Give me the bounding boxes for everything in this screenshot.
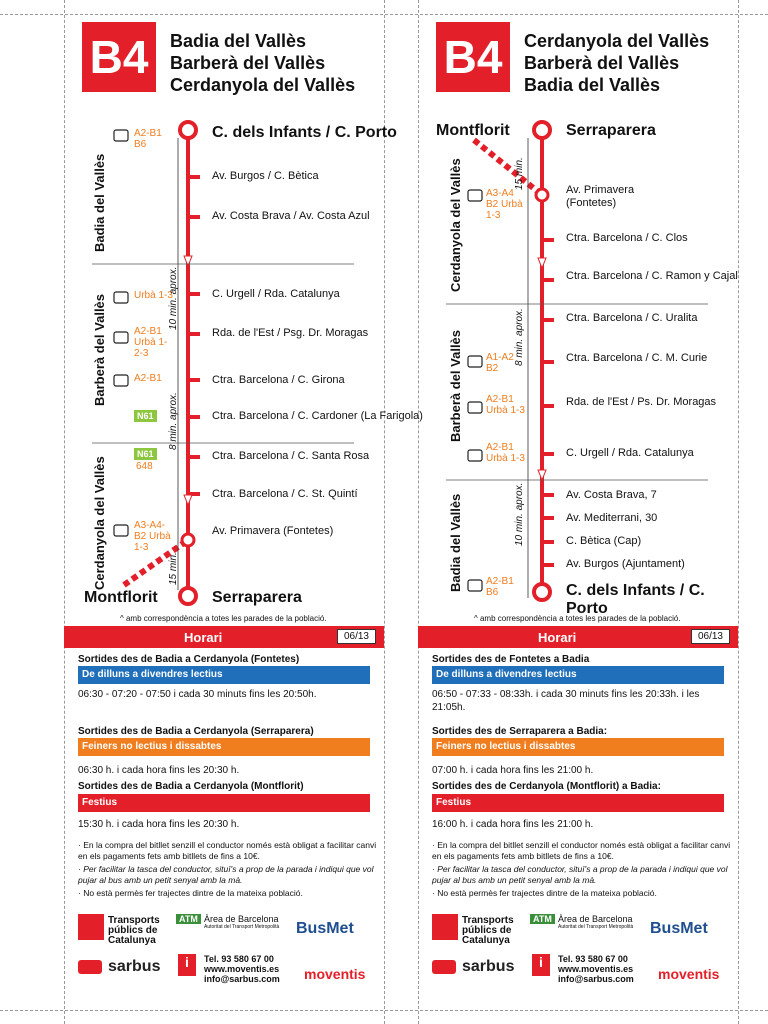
municipality-label: Cerdanyola del Vallès xyxy=(448,158,463,292)
route-line xyxy=(64,0,384,610)
date-box: 06/13 xyxy=(691,629,730,644)
municipality-label: Cerdanyola del Vallès xyxy=(92,456,107,590)
cut-line xyxy=(384,0,385,1024)
stop-label: Ctra. Barcelona / C. Girona xyxy=(212,374,345,386)
schedule-times: 16:00 h. i cada hora fins les 21:00 h. xyxy=(432,819,594,830)
atm-subtext: Autoritat del Transport Metropolità xyxy=(204,924,280,930)
stop-label: Ctra. Barcelona / C. M. Curie xyxy=(566,352,708,364)
atm-logo: ATM xyxy=(530,914,555,924)
route-title: Cerdanyola del Vallès Barberà del Vallès Badia del Vallès xyxy=(524,31,710,95)
sarbus-logo: sarbus xyxy=(108,958,161,975)
stop-label: Serraparera xyxy=(566,122,656,139)
schedule-times: 06:30 h. i cada hora fins les 20:30 h. xyxy=(78,765,240,776)
contact-mail: info@sarbus.com xyxy=(204,974,280,984)
contact-phone: Tel. 93 580 67 00 xyxy=(558,954,628,964)
municipality-label: Barberà del Vallès xyxy=(448,329,463,442)
schedule-day-bar: Feiners no lectius i dissabtes xyxy=(78,738,370,756)
stop-label: C. Urgell / Rda. Catalunya xyxy=(212,288,340,300)
fine-print: · En la compra del bitllet senzill el conductor només està obligat a facilitar canvi en els pagaments fets amb bitllets de fins a 10€. xyxy=(432,840,731,861)
stop-label: Ctra. Barcelona / C. Santa Rosa xyxy=(212,450,370,462)
branch-label: Montflorit xyxy=(436,122,510,139)
schedule-times: 06:30 - 07:20 - 07:50 i cada 30 minuts fins les 20:50h. xyxy=(78,689,317,700)
stop-label: Ctra. Barcelona / C. Ramon y Cajal xyxy=(566,270,738,282)
stop-label: C. Bètica (Cap) xyxy=(566,535,642,547)
schedule-heading: Sortides des de Cerdanyola (Montflorit) a Badia: xyxy=(432,781,661,792)
approx-time: 10 min. aprox. xyxy=(168,266,179,330)
fine-print: · Per facilitar la tasca del conductor, situï's a prop de la parada i indiqui que vol pujar al bus amb un petit senyal amb la mà. xyxy=(78,864,374,885)
sarbus-icon xyxy=(78,960,102,974)
line-badge: B4 xyxy=(82,22,156,92)
stop-label: Av. Primavera (Fontetes) xyxy=(212,525,334,537)
footer-logos xyxy=(64,906,384,1006)
connection-tag: A3-A4-B2 Urbà 1-3 xyxy=(134,520,171,553)
stop-label: Rda. de l'Est / Ps. Dr. Moragas xyxy=(566,396,717,408)
stop-label: Serraparera xyxy=(212,589,302,606)
stop-label: Av. Burgos (Ajuntament) xyxy=(566,558,685,570)
right-panel xyxy=(418,0,738,1024)
schedule-times: 15:30 h. i cada hora fins les 20:30 h. xyxy=(78,819,240,830)
stop-label: C. dels Infants / C. Porto xyxy=(566,582,705,617)
schedule-heading: Sortides des de Badia a Cerdanyola (Serraparera) xyxy=(78,726,314,737)
schedule-heading: Sortides des de Badia a Cerdanyola (Montflorit) xyxy=(78,781,304,792)
atm-text: Àrea de Barcelona xyxy=(204,914,279,924)
tpc-logo: Transports públics de Catalunya xyxy=(462,915,514,946)
schedule-day-bar: De dilluns a divendres lectius xyxy=(78,666,370,684)
schedule-heading: Sortides des de Serraparera a Badia: xyxy=(432,726,608,737)
connection-tag: A2-B1 Urbà 1-3 xyxy=(486,394,525,416)
horari-label: Horari xyxy=(184,630,223,645)
schedule-heading: Sortides des de Badia a Cerdanyola (Fontetes) xyxy=(78,654,300,665)
approx-time: 8 min. aprox. xyxy=(168,392,179,450)
night-bus-badge: N61 xyxy=(134,410,157,422)
info-icon: i xyxy=(532,954,550,976)
contact-phone: Tel. 93 580 67 00 xyxy=(204,954,274,964)
approx-time: 8 min. aprox. xyxy=(514,308,525,366)
municipality-label: Barberà del Vallès xyxy=(92,293,107,406)
busmet-logo: BusMet xyxy=(296,920,354,937)
connection-tag: A2-B1 Urbà 1-3 xyxy=(486,442,525,464)
contact-web: www.moventis.es xyxy=(558,964,634,974)
connection-tag: 648 xyxy=(136,461,153,472)
schedule-day-bar: Festius xyxy=(78,794,370,812)
horari-bar xyxy=(64,626,384,648)
moventis-logo: moventis xyxy=(304,966,366,982)
approx-time: 10 min. aprox. xyxy=(514,482,525,546)
horari-label: Horari xyxy=(538,630,577,645)
footnote: ^ amb correspondència a totes les parades de la població. xyxy=(120,614,327,623)
horari-bar xyxy=(418,626,738,648)
busmet-logo: BusMet xyxy=(650,920,708,937)
fine-print: · En la compra del bitllet senzill el conductor només està obligat a facilitar canvi en els pagaments fets amb bitllets de fins a 10€. xyxy=(78,840,377,861)
stop-label: Ctra. Barcelona / C. Uralita xyxy=(566,312,698,324)
municipality-label: Badia del Vallès xyxy=(92,153,107,252)
stop-label: Ctra. Barcelona / C. Clos xyxy=(566,232,688,244)
moventis-logo: moventis xyxy=(658,966,720,982)
contact-mail: info@sarbus.com xyxy=(558,974,634,984)
tpc-logo: Transports públics de Catalunya xyxy=(108,915,160,946)
schedule-day-bar: Festius xyxy=(432,794,724,812)
sarbus-logo: sarbus xyxy=(462,958,515,975)
stop-label: Av. Costa Brava, 7 xyxy=(566,489,657,501)
connection-tag: A3-A4 B2 Urbà 1-3 xyxy=(486,188,523,221)
stop-label: Av. Costa Brava / Av. Costa Azul xyxy=(212,210,370,222)
connection-tag: A1-A2 B2 xyxy=(486,352,514,374)
info-icon: i xyxy=(178,954,196,976)
stop-label: C. dels Infants / C. Porto xyxy=(212,124,397,141)
route-title: Badia del Vallès Barberà del Vallès Cerdanyola del Vallès xyxy=(170,31,356,95)
tpc-logo-icon xyxy=(432,914,458,940)
connection-tag: A2-B1 xyxy=(134,373,162,384)
fine-print: · No està permès fer trajectes dintre de la mateixa població. xyxy=(78,888,303,898)
tpc-logo-icon xyxy=(78,914,104,940)
fine-print: · Per facilitar la tasca del conductor, situï's a prop de la parada i indiqui que vol pujar al bus amb un petit senyal amb la mà. xyxy=(432,864,728,885)
connection-tag: Urbà 1-3 xyxy=(134,290,173,301)
sarbus-icon xyxy=(432,960,456,974)
stop-label: Av. Primavera (Fontetes) xyxy=(566,184,635,209)
connection-tag: A2-B1 B6 xyxy=(486,576,514,598)
approx-time: 15 min. xyxy=(514,157,525,190)
connection-tag: A2-B1 Urbà 1-2-3 xyxy=(134,326,168,359)
municipality-label: Badia del Vallès xyxy=(448,493,463,592)
atm-text: Àrea de Barcelona xyxy=(558,914,633,924)
stop-label: Av. Burgos / C. Bètica xyxy=(212,170,319,182)
footnote: ^ amb correspondència a totes les parades de la població. xyxy=(474,614,681,623)
atm-logo: ATM xyxy=(176,914,201,924)
left-panel xyxy=(64,0,423,1024)
branch-label: Montflorit xyxy=(84,589,158,606)
footer-logos xyxy=(418,906,738,1006)
cut-line xyxy=(738,0,739,1024)
schedule-heading: Sortides des de Fontetes a Badia xyxy=(432,654,590,665)
schedule-times: 06:50 - 07:33 - 08:33h. i cada 30 minuts fins les 20:33h. i les 21:05h. xyxy=(432,689,700,713)
stop-label: C. Urgell / Rda. Catalunya xyxy=(566,447,694,459)
date-box: 06/13 xyxy=(337,629,376,644)
fine-print: · No està permès fer trajectes dintre de la mateixa població. xyxy=(432,888,657,898)
stop-label: Rda. de l'Est / Psg. Dr. Moragas xyxy=(212,327,369,339)
stop-label: Ctra. Barcelona / C. St. Quintí xyxy=(212,488,358,500)
night-bus-badge: N61 xyxy=(134,448,157,460)
connection-tag: A2-B1 B6 xyxy=(134,128,162,150)
schedule-day-bar: De dilluns a divendres lectius xyxy=(432,666,724,684)
line-badge: B4 xyxy=(436,22,510,92)
stop-label: Av. Mediterrani, 30 xyxy=(566,512,658,524)
stop-label: Ctra. Barcelona / C. Cardoner (La Farigola) xyxy=(212,410,423,422)
atm-subtext: Autoritat del Transport Metropolità xyxy=(558,924,634,930)
approx-time: 15 min. xyxy=(168,552,179,585)
contact-web: www.moventis.es xyxy=(204,964,280,974)
schedule-times: 07:00 h. i cada hora fins les 21:00 h. xyxy=(432,765,594,776)
schedule-day-bar: Feiners no lectius i dissabtes xyxy=(432,738,724,756)
